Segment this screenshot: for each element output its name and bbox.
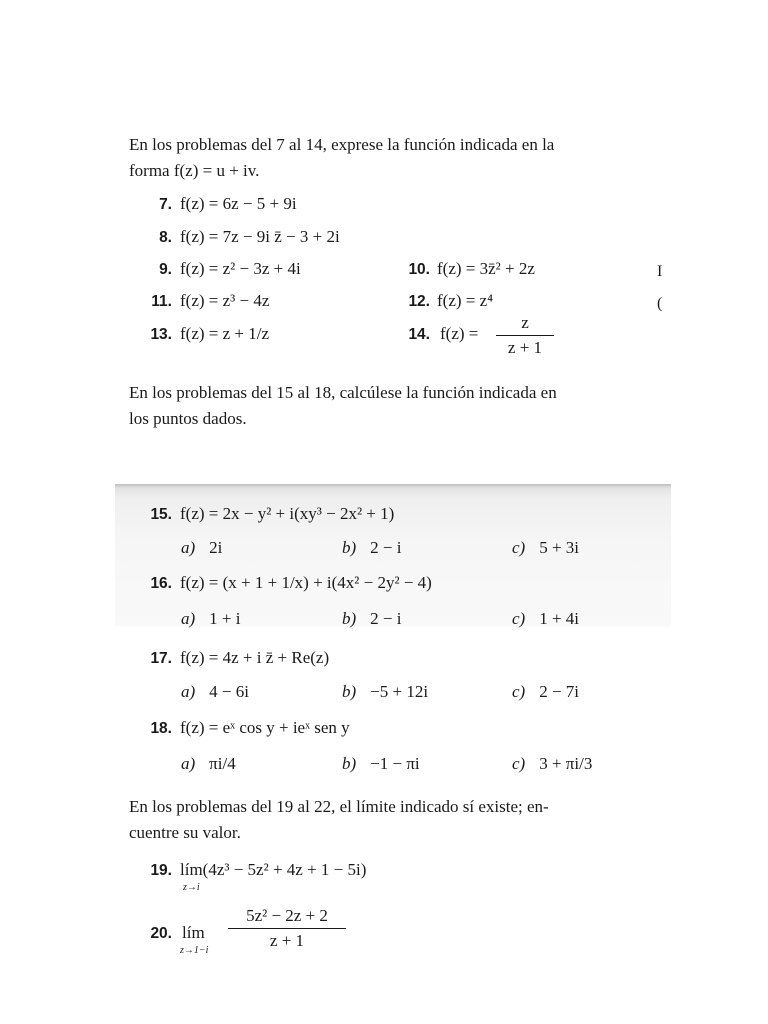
- option-c: [512, 682, 579, 702]
- option-label: a): [181, 609, 196, 628]
- option-label: b): [342, 754, 357, 773]
- option-label: c): [512, 609, 526, 628]
- intro-line: forma f(z) = u + iv.: [129, 161, 260, 180]
- option-label: a): [181, 754, 196, 773]
- option-value: 2 − i: [370, 609, 402, 628]
- problem-number: 19.: [150, 862, 172, 879]
- intro-line: En los problemas del 7 al 14, exprese la función indicada en la: [129, 135, 555, 154]
- limit-subscript: z→i: [183, 882, 200, 893]
- option-value: 1 + i: [209, 609, 241, 628]
- fraction-denominator: z + 1: [507, 338, 543, 357]
- intro-line: los puntos dados.: [129, 409, 247, 428]
- option-a: [181, 609, 240, 629]
- option-value: 2 − 7i: [539, 682, 580, 701]
- edge-mark: (: [657, 295, 663, 312]
- option-value: 5 + 3i: [539, 538, 580, 557]
- problem-number: 12.: [408, 293, 430, 310]
- problem-expression: f(z) = 2x − y² + i(xy³ − 2x² + 1): [180, 504, 395, 523]
- fraction-numerator: z: [521, 313, 529, 332]
- option-c: [512, 754, 592, 774]
- problem-number: 14.: [408, 326, 430, 343]
- problem-expression: f(z) = z + 1/z: [180, 324, 270, 343]
- option-a: [181, 682, 249, 702]
- option-value: πi/4: [209, 754, 236, 773]
- problem-number: 11.: [151, 293, 172, 310]
- problem-expression: f(z) = eˣ cos y + ieˣ sen y: [180, 718, 350, 737]
- limit-subscript: z→1−i: [180, 945, 209, 956]
- fraction: [228, 906, 346, 951]
- problem-number: 17.: [150, 650, 172, 667]
- problem-number: 8.: [159, 229, 172, 246]
- problem-expression: f(z) = 4z + i z̄ + Re(z): [180, 648, 330, 667]
- problem-number: 10.: [408, 261, 430, 278]
- fraction: [496, 313, 554, 358]
- intro-line: En los problemas del 19 al 22, el límite indicado sí existe; en-: [129, 797, 549, 816]
- problem-number: 9.: [159, 261, 172, 278]
- problem-number: 18.: [150, 720, 172, 737]
- limit-expression: lím: [182, 923, 205, 942]
- option-label: a): [181, 682, 196, 701]
- option-a: [181, 538, 222, 558]
- problem-expression: f(z) = z² − 3z + 4i: [180, 259, 301, 278]
- option-value: 4 − 6i: [209, 682, 249, 701]
- problem-expression: f(z) =: [440, 324, 479, 343]
- option-value: 1 + 4i: [539, 609, 580, 628]
- limit-expression: lím(4z³ − 5z² + 4z + 1 − 5i): [180, 860, 367, 879]
- option-a: [181, 754, 236, 774]
- option-b: [342, 682, 428, 702]
- option-value: 2 − i: [370, 538, 402, 557]
- intro-line: cuentre su valor.: [129, 823, 241, 842]
- intro-problems-19-22: [129, 794, 649, 846]
- option-label: c): [512, 754, 526, 773]
- fraction-denominator: z + 1: [269, 931, 305, 950]
- option-c: [512, 609, 579, 629]
- option-label: b): [342, 682, 357, 701]
- edge-mark: I: [657, 263, 663, 280]
- option-b: [342, 609, 401, 629]
- option-label: c): [512, 682, 526, 701]
- problem-expression: f(z) = (x + 1 + 1/x) + i(4x² − 2y² − 4): [180, 573, 432, 592]
- intro-problems-7-14: [129, 132, 649, 184]
- fraction-bar: [228, 928, 346, 929]
- intro-problems-15-18: [129, 380, 649, 432]
- fraction-numerator: 5z² − 2z + 2: [246, 906, 328, 925]
- option-label: b): [342, 538, 357, 557]
- problem-number: 15.: [150, 506, 172, 523]
- option-b: [342, 538, 401, 558]
- problem-number: 16.: [150, 575, 172, 592]
- intro-line: En los problemas del 15 al 18, calcúlese la función indicada en: [129, 383, 557, 402]
- problem-number: 20.: [150, 925, 172, 942]
- fraction-bar: [496, 335, 554, 336]
- option-label: c): [512, 538, 526, 557]
- problem-number: 13.: [150, 326, 172, 343]
- option-b: [342, 754, 420, 774]
- option-label: a): [181, 538, 196, 557]
- option-value: 3 + πi/3: [539, 754, 593, 773]
- option-value: −5 + 12i: [370, 682, 429, 701]
- option-c: [512, 538, 579, 558]
- problem-expression: f(z) = 7z − 9i z̄ − 3 + 2i: [180, 227, 340, 246]
- problem-expression: f(z) = z³ − 4z: [180, 291, 270, 310]
- problem-expression: f(z) = z⁴: [437, 291, 494, 310]
- problem-expression: f(z) = 6z − 5 + 9i: [180, 194, 297, 213]
- problem-number: 7.: [159, 196, 172, 213]
- option-value: 2i: [209, 538, 223, 557]
- option-value: −1 − πi: [370, 754, 420, 773]
- problem-expression: f(z) = 3z̄² + 2z: [437, 259, 535, 278]
- option-label: b): [342, 609, 357, 628]
